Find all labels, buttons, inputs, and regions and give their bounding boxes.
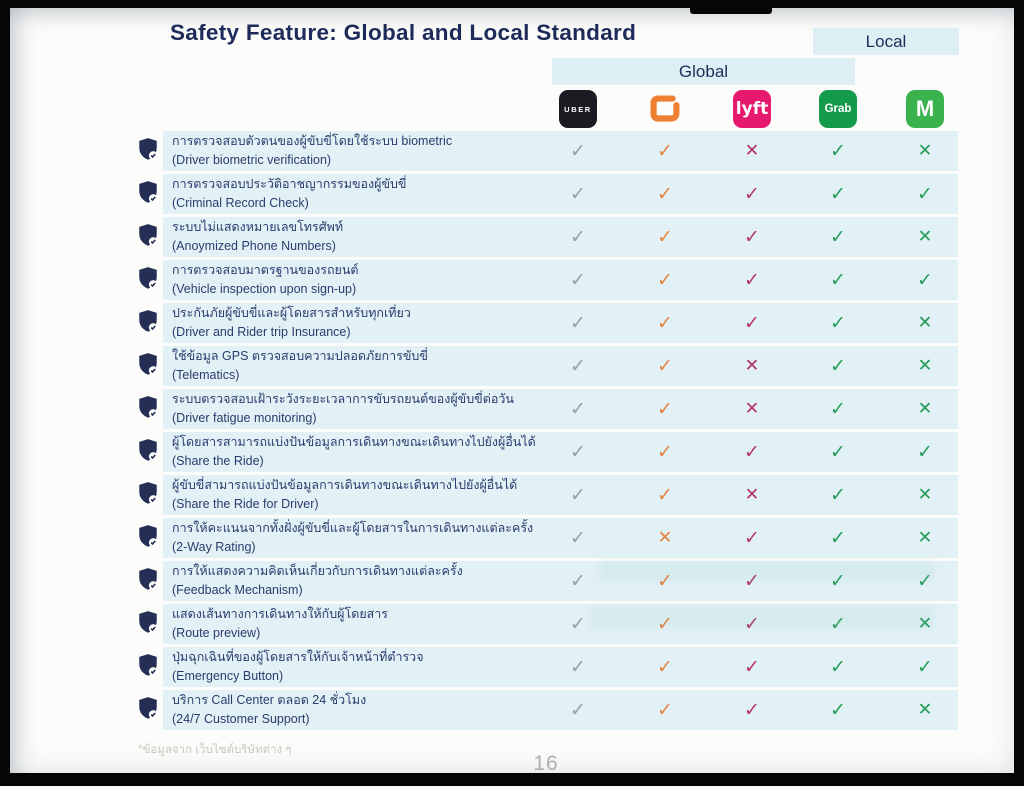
- didi-mark: ✓: [657, 398, 673, 420]
- local-mark: ✕: [917, 700, 933, 720]
- didi-mark: ✓: [657, 656, 673, 678]
- didi-mark: ✕: [657, 528, 673, 548]
- local-mark: ✕: [917, 356, 933, 376]
- feature-name-en: (Driver and Rider trip Insurance): [172, 325, 351, 339]
- feature-name-th: การให้คะแนนจากทั้งฝั่งผู้ขับขี่และผู้โดยสารในการเดินทางแต่ละครั้ง: [172, 521, 534, 535]
- grab-mark: ✓: [830, 656, 846, 678]
- feature-name-th: การให้แสดงความคิดเห็นเกี่ยวกับการเดินทางแต่ละครั้ง: [172, 564, 463, 578]
- row-band: [163, 217, 958, 257]
- grab-mark: ✓: [830, 527, 846, 549]
- feature-name-en: (24/7 Customer Support): [172, 712, 310, 726]
- lyft-mark: ✓: [744, 613, 760, 635]
- feature-name-th: ผู้ขับขี่สามารถแบ่งปันข้อมูลการเดินทางขณะเดินทางไปยังผู้อื่นได้: [172, 478, 518, 492]
- feature-table: [137, 131, 959, 733]
- local-app-logo-text: M: [915, 96, 935, 121]
- shield-check-icon: [137, 438, 159, 462]
- local-mark: ✕: [917, 614, 933, 634]
- feature-name-en: (2-Way Rating): [172, 540, 256, 554]
- table-row: [137, 346, 959, 386]
- didi-mark: ✓: [657, 441, 673, 463]
- feature-name: [172, 132, 548, 170]
- lyft-mark: ✓: [744, 699, 760, 721]
- grab-mark: ✓: [830, 398, 846, 420]
- feature-name: [172, 519, 548, 557]
- feature-name: [172, 691, 548, 729]
- feature-name-th: บริการ Call Center ตลอด 24 ชั่วโมง: [172, 693, 367, 707]
- lyft-mark: ✕: [744, 141, 760, 161]
- didi-mark: ✓: [657, 484, 673, 506]
- grab-mark: ✓: [830, 183, 846, 205]
- uber-mark: ✓: [570, 226, 586, 248]
- feature-name-en: (Driver fatigue monitoring): [172, 411, 317, 425]
- uber-mark: ✓: [570, 140, 586, 162]
- row-band: [163, 518, 958, 558]
- grab-mark: ✓: [830, 355, 846, 377]
- grab-mark: ✓: [830, 140, 846, 162]
- feature-name-en: (Anoymized Phone Numbers): [172, 239, 336, 253]
- row-band: [163, 260, 958, 300]
- table-row: [137, 174, 959, 214]
- shield-check-icon: [137, 567, 159, 591]
- grab-mark: ✓: [830, 570, 846, 592]
- lyft-mark: ✓: [744, 183, 760, 205]
- feature-name-en: (Telematics): [172, 368, 240, 382]
- didi-logo-icon: [646, 90, 684, 128]
- uber-mark: ✓: [570, 613, 586, 635]
- grab-mark: ✓: [830, 226, 846, 248]
- feature-name-th: ใช้ข้อมูล GPS ตรวจสอบความปลอดภัยการขับขี่: [172, 349, 428, 363]
- table-row: [137, 260, 959, 300]
- row-band: [163, 475, 958, 515]
- feature-name: [172, 476, 548, 514]
- table-row: [137, 131, 959, 171]
- didi-mark: ✓: [657, 226, 673, 248]
- scan-edge-artifact: [690, 0, 772, 14]
- uber-mark: ✓: [570, 183, 586, 205]
- local-header-band: [813, 28, 959, 55]
- local-mark: ✓: [917, 269, 933, 291]
- uber-mark: ✓: [570, 398, 586, 420]
- grab-logo-icon: [819, 90, 857, 128]
- table-row: [137, 518, 959, 558]
- table-row: [137, 389, 959, 429]
- local-mark: ✕: [917, 227, 933, 247]
- table-row: [137, 690, 959, 730]
- didi-mark: ✓: [657, 183, 673, 205]
- feature-name: [172, 390, 548, 428]
- table-row: [137, 604, 959, 644]
- lyft-mark: ✓: [744, 312, 760, 334]
- uber-mark: ✓: [570, 527, 586, 549]
- uber-logo-icon: [559, 90, 597, 128]
- feature-name-th: ผู้โดยสารสามารถแบ่งปันข้อมูลการเดินทางขณะเดินทางไปยังผู้อื่นได้: [172, 435, 536, 449]
- local-mark: ✕: [917, 399, 933, 419]
- shield-check-icon: [137, 696, 159, 720]
- page-title: Safety Feature: Global and Local Standard: [170, 20, 637, 45]
- row-band: [163, 303, 958, 343]
- feature-name: [172, 347, 548, 385]
- lyft-mark: ✕: [744, 356, 760, 376]
- local-mark: ✓: [917, 656, 933, 678]
- didi-mark: ✓: [657, 140, 673, 162]
- page-number: 16: [533, 752, 559, 775]
- lyft-mark: ✓: [744, 269, 760, 291]
- grab-mark: ✓: [830, 484, 846, 506]
- feature-name-th: ระบบไม่แสดงหมายเลขโทรศัพท์: [172, 220, 344, 234]
- lyft-logo-icon: [733, 90, 771, 128]
- local-mark: ✕: [917, 313, 933, 333]
- feature-name-th: การตรวจสอบมาตรฐานของรถยนต์: [172, 263, 359, 277]
- feature-name-th: ปุ่มฉุกเฉินที่ของผู้โดยสารให้กับเจ้าหน้าที่ตำรวจ: [172, 650, 424, 664]
- lyft-mark: ✓: [744, 226, 760, 248]
- feature-name: [172, 261, 548, 299]
- local-label: Local: [865, 31, 907, 51]
- lyft-logo-text: lyft: [735, 99, 769, 119]
- uber-mark: ✓: [570, 355, 586, 377]
- shield-check-icon: [137, 137, 159, 161]
- grab-mark: ✓: [830, 441, 846, 463]
- feature-name-th: การตรวจสอบประวัติอาชญากรรมของผู้ขับขี่: [172, 177, 407, 191]
- didi-mark: ✓: [657, 312, 673, 334]
- local-mark: ✓: [917, 570, 933, 592]
- feature-name: [172, 175, 548, 213]
- row-band: [163, 131, 958, 171]
- row-band: [163, 647, 958, 687]
- global-header-band: [552, 58, 855, 85]
- feature-name-th: แสดงเส้นทางการเดินทางให้กับผู้โดยสาร: [172, 607, 389, 621]
- uber-mark: ✓: [570, 312, 586, 334]
- lyft-mark: ✓: [744, 570, 760, 592]
- feature-name: [172, 304, 548, 342]
- lyft-mark: ✓: [744, 656, 760, 678]
- uber-mark: ✓: [570, 441, 586, 463]
- table-row: [137, 303, 959, 343]
- local-mark: ✕: [917, 485, 933, 505]
- grab-mark: ✓: [830, 269, 846, 291]
- grab-mark: ✓: [830, 613, 846, 635]
- row-band: [163, 690, 958, 730]
- feature-name-en: (Emergency Button): [172, 669, 284, 683]
- grab-mark: ✓: [830, 312, 846, 334]
- shield-check-icon: [137, 524, 159, 548]
- row-band: [163, 432, 958, 472]
- feature-name-en: (Vehicle inspection upon sign-up): [172, 282, 357, 296]
- lyft-mark: ✕: [744, 399, 760, 419]
- feature-name-en: (Criminal Record Check): [172, 196, 309, 210]
- feature-name-th: ประกันภัยผู้ขับขี่และผู้โดยสารสำหรับทุกเที่ยว: [172, 306, 411, 320]
- feature-name-en: (Feedback Mechanism): [172, 583, 303, 597]
- didi-mark: ✓: [657, 570, 673, 592]
- table-row: [137, 647, 959, 687]
- local-mark: ✓: [917, 183, 933, 205]
- lyft-mark: ✕: [744, 485, 760, 505]
- row-band: [163, 389, 958, 429]
- footnote: *ข้อมูลจาก เว็บไซต์บริษัทต่าง ๆ: [138, 744, 292, 756]
- feature-name-en: (Route preview): [172, 626, 261, 640]
- uber-logo-text: UBER: [564, 104, 592, 114]
- uber-mark: ✓: [570, 570, 586, 592]
- shield-check-icon: [137, 180, 159, 204]
- local-mark: ✕: [917, 528, 933, 548]
- shield-check-icon: [137, 266, 159, 290]
- shield-check-icon: [137, 610, 159, 634]
- feature-name-en: (Share the Ride for Driver): [172, 497, 319, 511]
- local-mark: ✕: [917, 141, 933, 161]
- didi-mark: ✓: [657, 613, 673, 635]
- feature-name: [172, 605, 548, 643]
- feature-name: [172, 218, 548, 256]
- row-band: [163, 561, 958, 601]
- scanned-page: [10, 8, 1014, 773]
- local-mark: ✓: [917, 441, 933, 463]
- shield-check-icon: [137, 481, 159, 505]
- table-row: [137, 217, 959, 257]
- lyft-mark: ✓: [744, 441, 760, 463]
- row-band: [163, 604, 958, 644]
- table-row: [137, 432, 959, 472]
- feature-name: [172, 648, 548, 686]
- shield-check-icon: [137, 653, 159, 677]
- lyft-mark: ✓: [744, 527, 760, 549]
- row-band: [163, 346, 958, 386]
- feature-name-th: การตรวจสอบตัวตนของผู้ขับขี่โดยใช้ระบบ biometric: [172, 134, 453, 148]
- feature-name: [172, 562, 548, 600]
- row-band: [163, 174, 958, 214]
- shield-check-icon: [137, 352, 159, 376]
- table-row: [137, 475, 959, 515]
- feature-name-th: ระบบตรวจสอบเฝ้าระวังระยะเวลาการขับรถยนต์ของผู้ขับขี่ต่อวัน: [172, 392, 514, 406]
- uber-mark: ✓: [570, 484, 586, 506]
- shield-check-icon: [137, 309, 159, 333]
- didi-mark: ✓: [657, 699, 673, 721]
- shield-check-icon: [137, 223, 159, 247]
- grab-logo-text: Grab: [824, 103, 852, 115]
- uber-mark: ✓: [570, 269, 586, 291]
- table-row: [137, 561, 959, 601]
- feature-name-en: (Share the Ride): [172, 454, 264, 468]
- global-label: Global: [678, 61, 729, 81]
- grab-mark: ✓: [830, 699, 846, 721]
- didi-mark: ✓: [657, 355, 673, 377]
- feature-name-en: (Driver biometric verification): [172, 153, 332, 167]
- feature-name: [172, 433, 548, 471]
- uber-mark: ✓: [570, 699, 586, 721]
- local-app-logo-icon: [906, 90, 944, 128]
- shield-check-icon: [137, 395, 159, 419]
- didi-mark: ✓: [657, 269, 673, 291]
- uber-mark: ✓: [570, 656, 586, 678]
